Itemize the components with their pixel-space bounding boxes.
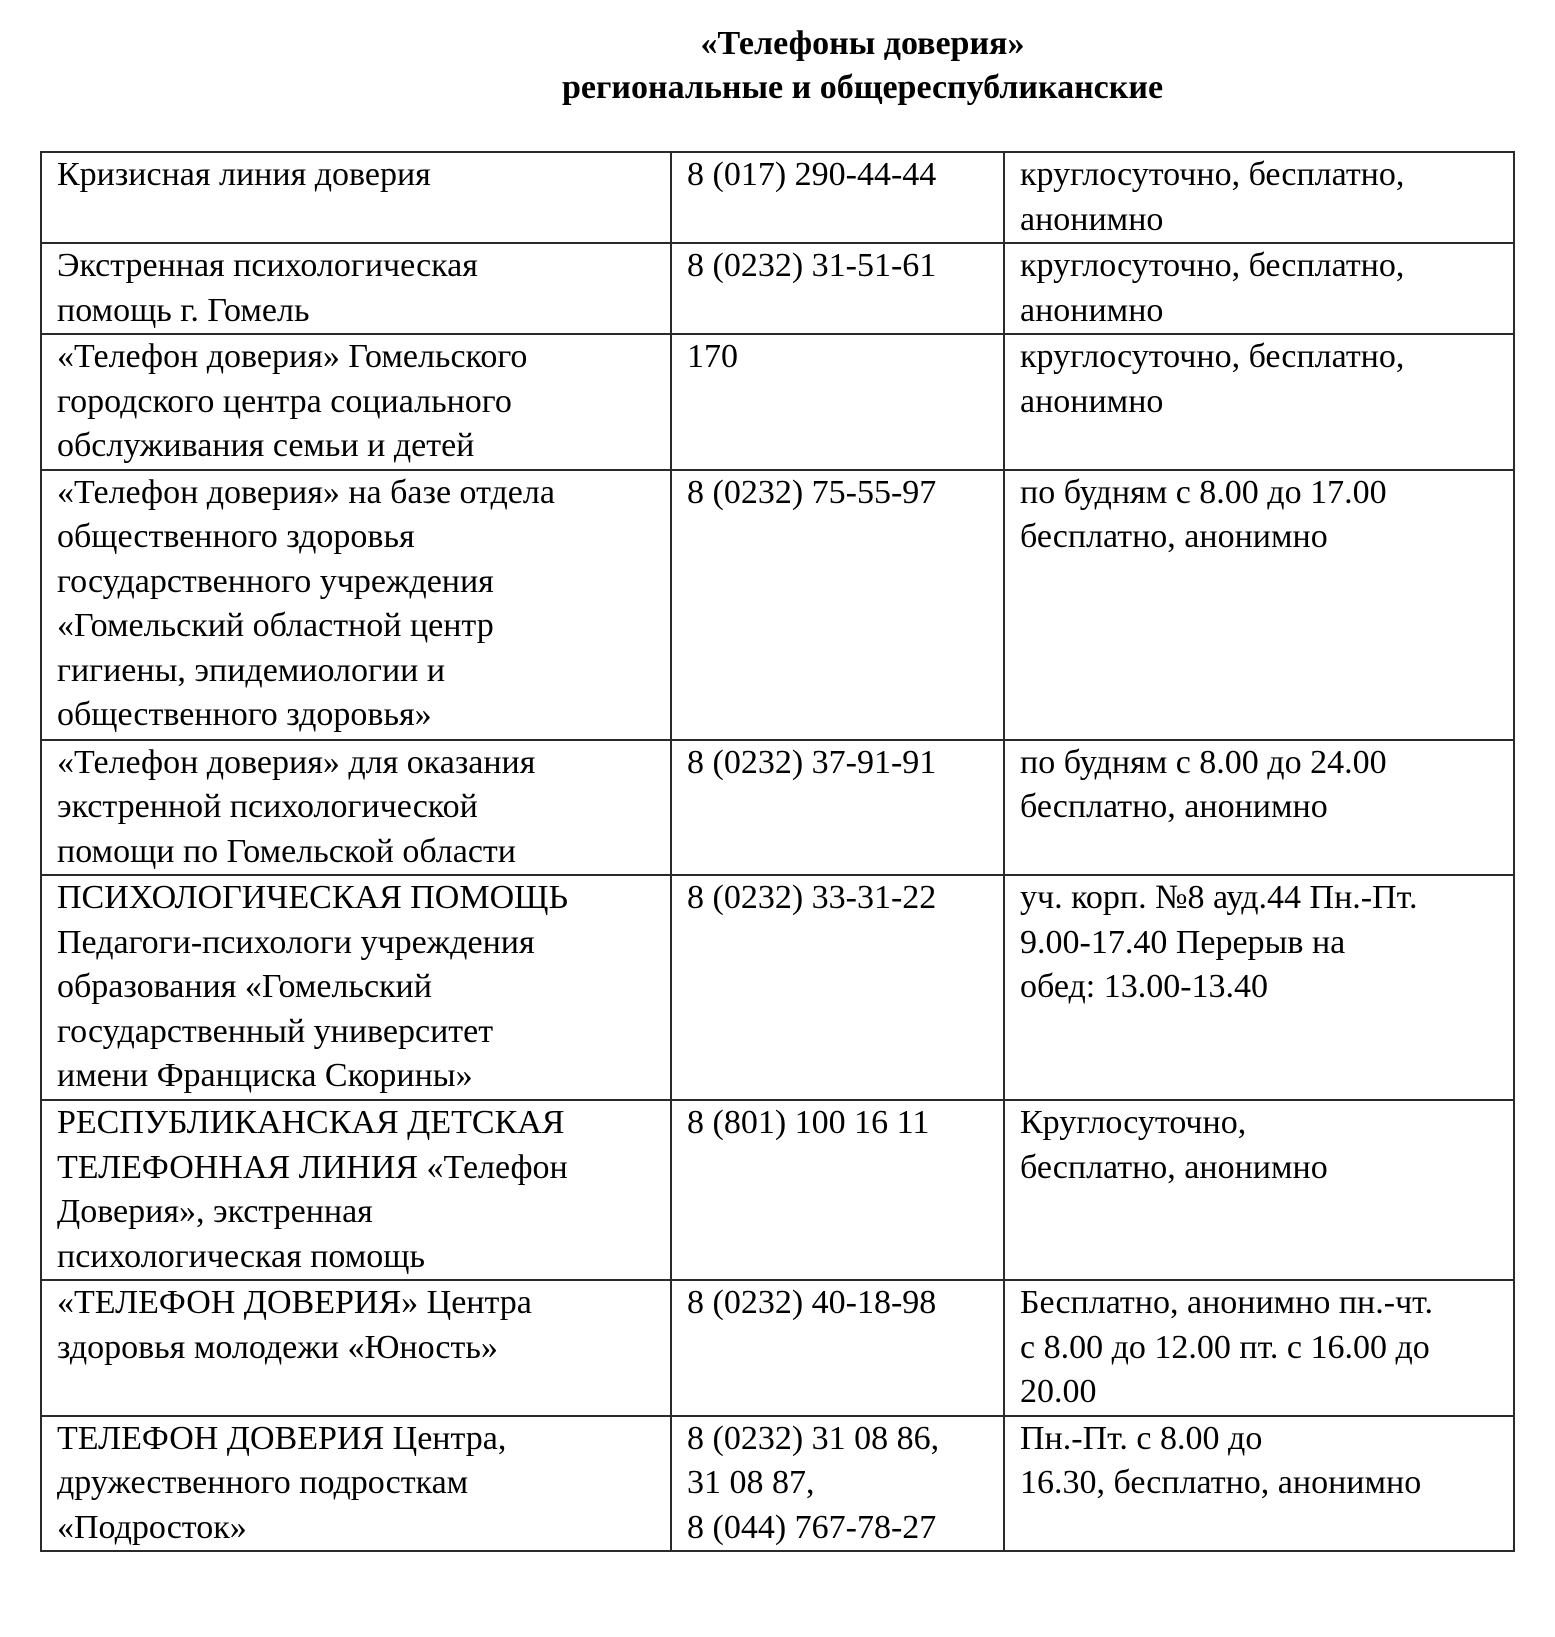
- schedule-cell: [1004, 470, 1514, 740]
- service-name-line: общественного здоровья»: [57, 696, 432, 733]
- table-row: [41, 1280, 1514, 1416]
- schedule-line: анонимно: [1020, 200, 1164, 238]
- service-name-line: имени Франциска Скорины»: [57, 1057, 473, 1094]
- phone-number-line: 8 (017) 290-44-44: [687, 156, 937, 193]
- schedule-line: с 8.00 до 12.00 пт. с 16.00 до: [1020, 1328, 1430, 1366]
- table-row: [41, 243, 1514, 334]
- service-name-line: «Телефон доверия» для оказания: [57, 743, 536, 781]
- service-name-line: экстренной психологической: [57, 788, 478, 825]
- service-name-line: «Гомельский областной центр: [57, 607, 494, 644]
- schedule-line: Пн.-Пт. с 8.00 до: [1020, 1419, 1263, 1457]
- service-name-cell: [41, 1416, 671, 1552]
- table-row: [41, 875, 1514, 1100]
- table-row: [41, 334, 1514, 470]
- schedule-line: бесплатно, анонимно: [1020, 1148, 1328, 1186]
- schedule-line: уч. корп. №8 ауд.44 Пн.-Пт.: [1020, 879, 1418, 916]
- phone-number-cell: [671, 470, 1004, 740]
- phone-number-line: 8 (0232) 75-55-97: [687, 473, 937, 511]
- service-name-line: образования «Гомельский: [57, 968, 432, 1005]
- table-row: [41, 470, 1514, 740]
- phone-number-line: 8 (044) 767-78-27: [687, 1508, 937, 1546]
- service-name-cell: [41, 334, 671, 470]
- schedule-cell: [1004, 875, 1514, 1100]
- phone-number-line: 8 (0232) 37-91-91: [687, 743, 937, 781]
- hotlines-table-body: [41, 152, 1514, 1551]
- table-row: [41, 740, 1514, 876]
- schedule-line: 9.00-17.40 Перерыв на: [1020, 923, 1346, 961]
- schedule-line: круглосуточно, бесплатно,: [1020, 156, 1405, 193]
- table-row: [41, 152, 1514, 243]
- schedule-line: бесплатно, анонимно: [1020, 788, 1328, 825]
- service-name-line: «Телефон доверия» на базе отдела: [57, 473, 555, 511]
- schedule-line: анонимно: [1020, 382, 1164, 420]
- schedule-cell: [1004, 1280, 1514, 1416]
- schedule-line: Круглосуточно,: [1020, 1104, 1247, 1141]
- phone-number-cell: [671, 152, 1004, 243]
- phone-number-line: 8 (0232) 31 08 86,: [687, 1419, 940, 1457]
- service-name-line: «Подросток»: [57, 1508, 247, 1546]
- phone-number-line: 8 (0232) 40-18-98: [687, 1284, 937, 1321]
- phone-number-line: 8 (0232) 31-51-61: [687, 247, 937, 284]
- service-name-line: помощь г. Гомель: [57, 291, 310, 329]
- service-name-line: обслуживания семьи и детей: [57, 427, 475, 464]
- phone-number-cell: [671, 1280, 1004, 1416]
- phone-number-cell: [671, 1100, 1004, 1280]
- schedule-cell: [1004, 1100, 1514, 1280]
- service-name-line: здоровья молодежи «Юность»: [57, 1328, 498, 1366]
- service-name-cell: [41, 470, 671, 740]
- phone-number-cell: [671, 243, 1004, 334]
- schedule-line: обед: 13.00-13.40: [1020, 968, 1269, 1005]
- service-name-cell: [41, 1100, 671, 1280]
- schedule-line: Бесплатно, анонимно пн.-чт.: [1020, 1284, 1433, 1321]
- phone-number-line: 8 (801) 100 16 11: [687, 1104, 930, 1141]
- phone-number-line: 31 08 87,: [687, 1464, 815, 1501]
- phone-number-line: 170: [687, 338, 738, 375]
- service-name-line: помощи по Гомельской области: [57, 832, 516, 870]
- phone-number-cell: [671, 1416, 1004, 1552]
- hotlines-table: [40, 151, 1515, 1552]
- table-row: [41, 1100, 1514, 1280]
- schedule-line: круглосуточно, бесплатно,: [1020, 338, 1405, 375]
- schedule-cell: [1004, 152, 1514, 243]
- phone-number-cell: [671, 875, 1004, 1100]
- service-name-line: гигиены, эпидемиологии и: [57, 651, 446, 689]
- schedule-line: круглосуточно, бесплатно,: [1020, 247, 1405, 284]
- phone-number-cell: [671, 740, 1004, 876]
- table-row: [41, 1416, 1514, 1552]
- service-name-cell: [41, 243, 671, 334]
- service-name-cell: [41, 1280, 671, 1416]
- schedule-line: 20.00: [1020, 1373, 1097, 1410]
- schedule-line: по будням с 8.00 до 24.00: [1020, 743, 1387, 781]
- service-name-cell: [41, 740, 671, 876]
- schedule-cell: [1004, 740, 1514, 876]
- service-name-line: РЕСПУБЛИКАНСКАЯ ДЕТСКАЯ: [57, 1104, 565, 1141]
- schedule-line: бесплатно, анонимно: [1020, 518, 1328, 555]
- title-line-main: «Телефоны доверия»: [700, 25, 1025, 62]
- schedule-cell: [1004, 1416, 1514, 1552]
- schedule-line: анонимно: [1020, 291, 1164, 329]
- schedule-line: по будням с 8.00 до 17.00: [1020, 473, 1387, 511]
- service-name-line: дружественного подросткам: [57, 1464, 469, 1501]
- phone-number-cell: [671, 334, 1004, 470]
- service-name-line: ТЕЛЕФОННАЯ ЛИНИЯ «Телефон: [57, 1148, 568, 1186]
- service-name-line: Экстренная психологическая: [57, 247, 478, 284]
- service-name-line: «ТЕЛЕФОН ДОВЕРИЯ» Центра: [57, 1284, 532, 1321]
- title-line-subtitle: региональные и общереспубликанские: [561, 69, 1164, 106]
- service-name-line: ПСИХОЛОГИЧЕСКАЯ ПОМОЩЬ: [57, 879, 568, 916]
- service-name-cell: [41, 875, 671, 1100]
- service-name-line: общественного здоровья: [57, 518, 415, 555]
- service-name-line: городского центра социального: [57, 382, 512, 420]
- service-name-line: психологическая помощь: [57, 1237, 425, 1275]
- schedule-line: 16.30, бесплатно, анонимно: [1020, 1464, 1422, 1501]
- schedule-cell: [1004, 243, 1514, 334]
- service-name-line: «Телефон доверия» Гомельского: [57, 338, 528, 375]
- service-name-line: государственный университет: [57, 1012, 494, 1050]
- document-title: [0, 22, 1555, 110]
- schedule-cell: [1004, 334, 1514, 470]
- service-name-line: Доверия», экстренная: [57, 1193, 373, 1230]
- service-name-line: ТЕЛЕФОН ДОВЕРИЯ Центра,: [57, 1419, 507, 1457]
- service-name-line: государственного учреждения: [57, 562, 494, 600]
- phone-number-line: 8 (0232) 33-31-22: [687, 879, 937, 916]
- service-name-cell: [41, 152, 671, 243]
- service-name-line: Педагоги-психологи учреждения: [57, 923, 535, 961]
- service-name-line: Кризисная линия доверия: [57, 156, 431, 193]
